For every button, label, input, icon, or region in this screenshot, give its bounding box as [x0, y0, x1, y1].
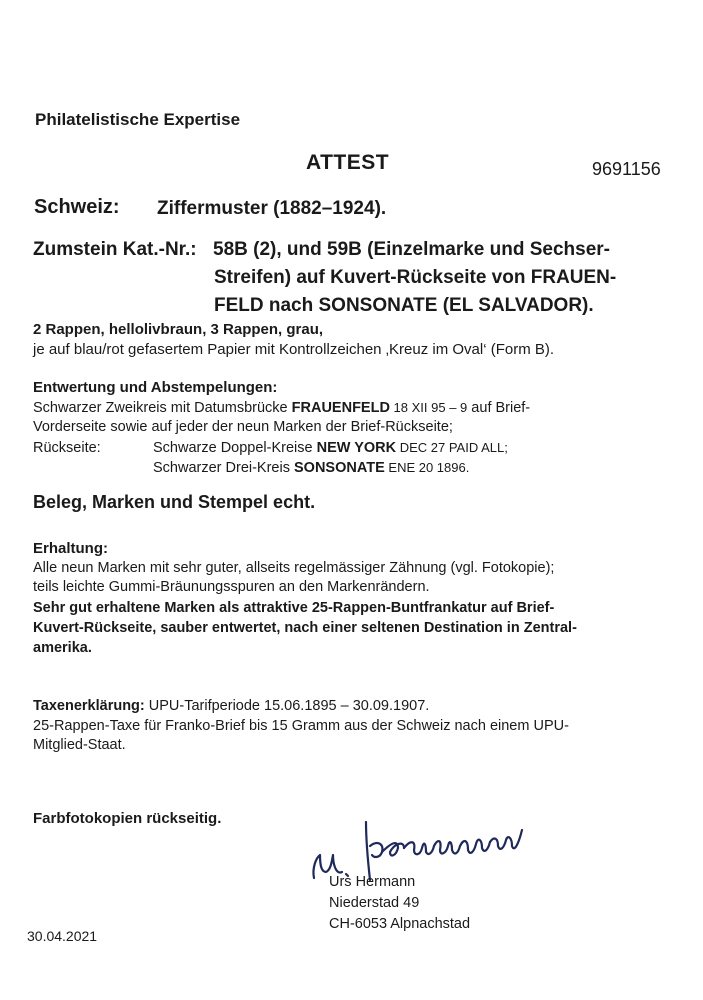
- condition-summary-line: Kuvert-Rückseite, sauber entwertet, nach einer seltenen Destination in Zentral-: [33, 619, 577, 636]
- tax-line: Mitglied-Staat.: [33, 737, 126, 753]
- cancellation-line: [33, 438, 530, 459]
- document-date: 30.04.2021: [27, 928, 98, 944]
- catalog-line: Streifen) auf Kuvert-Rückseite von FRAUEN-: [214, 267, 617, 288]
- condition-heading: Erhaltung:: [33, 540, 108, 557]
- backside-label: Rückseite:: [33, 439, 101, 456]
- expert-address: [329, 872, 470, 935]
- catalog-section: [33, 236, 616, 320]
- address-city: CH-6053 Alpnachstad: [329, 916, 471, 932]
- condition-line: teils leichte Gummi-Bräunungsspuren an den Markenrändern.: [33, 579, 430, 595]
- country-value: Ziffermuster (1882–1924).: [157, 198, 387, 219]
- condition-section: [33, 539, 577, 658]
- tax-section: [33, 697, 569, 756]
- tax-line: [33, 697, 569, 717]
- stamps-description: [33, 320, 554, 360]
- cancellation-section: [33, 378, 530, 479]
- text: Schwarze Doppel-Kreise: [153, 439, 317, 456]
- text: UPU-Tarifperiode 15.06.1895 – 30.09.1907.: [144, 698, 430, 714]
- stamps-line: je auf blau/rot gefasertem Papier mit Kontrollzeichen ‚Kreuz im Oval‘ (Form B).: [33, 341, 555, 358]
- postmark-date: ENE 20 1896.: [384, 460, 470, 475]
- address-name: Urs Hermann: [329, 874, 416, 890]
- document-header: Philatelistische Expertise: [35, 110, 241, 129]
- genuineness-statement: Beleg, Marken und Stempel echt.: [33, 492, 316, 512]
- tax-label: Taxenerklärung:: [33, 698, 145, 714]
- cancellation-line: [33, 458, 530, 479]
- address-street: Niederstad 49: [329, 895, 420, 911]
- catalog-line: 58B (2), und 59B (Einzelmarke und Sechser-: [213, 239, 611, 260]
- postmark-date: DEC 27 PAID ALL;: [396, 439, 508, 455]
- postmark-date: 18 XII 95 – 9: [389, 399, 468, 415]
- text: Schwarzer Drei-Kreis: [153, 460, 294, 476]
- text: Schwarzer Zweikreis mit Datumsbrücke: [33, 399, 292, 416]
- document-title: ATTEST: [306, 151, 390, 174]
- cancellation-line: [33, 398, 530, 419]
- condition-summary-line: Sehr gut erhaltene Marken als attraktive 25-Rappen-Buntfrankatur auf Brief-: [33, 599, 555, 616]
- condition-line: Alle neun Marken mit sehr guter, allseits regelmässiger Zähnung (vgl. Fotokopie);: [33, 559, 555, 576]
- certificate-number: 9691156: [592, 159, 661, 179]
- text: auf Brief-: [467, 399, 531, 416]
- stamps-line: 2 Rappen, hellolivbraun, 3 Rappen, grau,: [33, 321, 324, 338]
- tax-line: 25-Rappen-Taxe für Franko-Brief bis 15 Gramm aus der Schweiz nach einem UPU-: [33, 717, 569, 734]
- postmark-place: FRAUENFELD: [291, 399, 390, 416]
- cancellation-line: Vorderseite sowie auf jeder der neun Marken der Brief-Rückseite;: [33, 419, 453, 435]
- cancellation-heading: Entwertung und Abstempelungen:: [33, 379, 278, 396]
- catalog-label: Zumstein Kat.-Nr.:: [33, 239, 197, 260]
- photocopies-note: Farbfotokopien rückseitig.: [33, 810, 222, 827]
- postmark-place: SONSONATE: [294, 460, 385, 476]
- catalog-line: FELD nach SONSONATE (EL SALVADOR).: [214, 295, 594, 316]
- country-label: Schweiz:: [34, 196, 120, 218]
- condition-summary-line: amerika.: [33, 639, 92, 656]
- postmark-place: NEW YORK: [316, 439, 397, 456]
